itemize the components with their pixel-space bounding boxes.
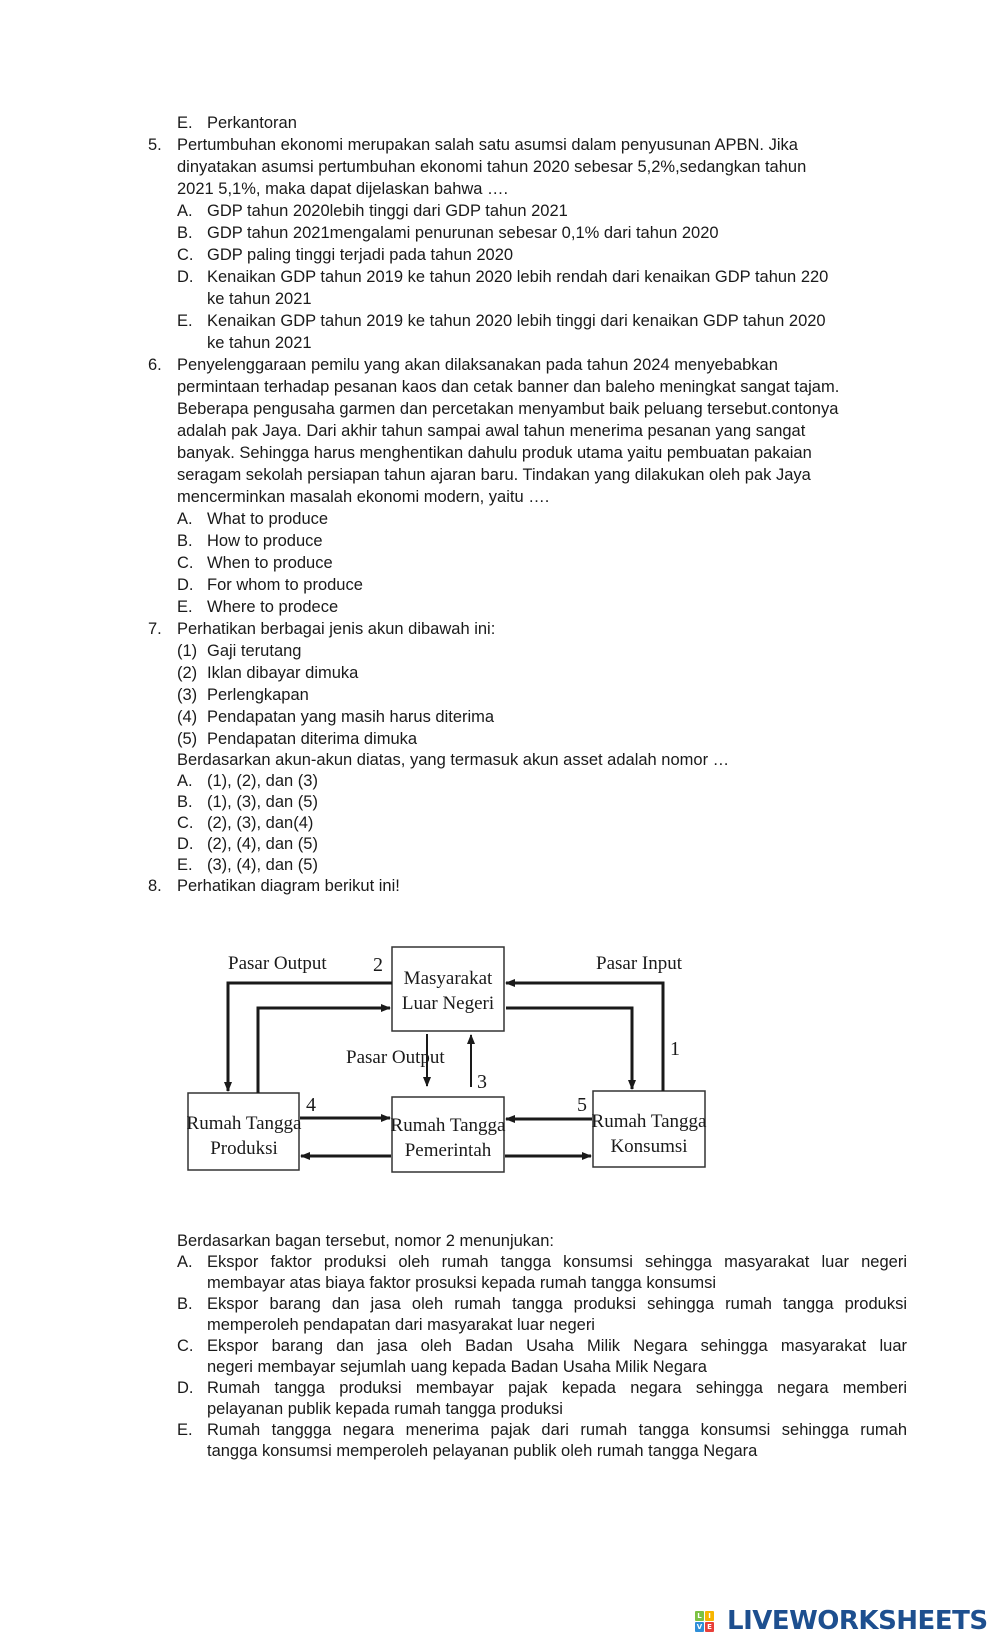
account-label: (4): [177, 708, 198, 726]
box-label: Masyarakat: [403, 968, 493, 989]
question-number: 8.: [148, 877, 162, 895]
option-text: ke tahun 2021: [207, 290, 312, 308]
box-label: Rumah Tangga: [186, 1113, 302, 1134]
option-text: Perkantoran: [207, 114, 297, 132]
logo-tile: E: [705, 1622, 714, 1632]
box-label: Pemerintah: [404, 1140, 492, 1161]
option-text: (2), (3), dan(4): [207, 814, 314, 832]
account-text: Gaji terutang: [207, 642, 302, 660]
option-text: membayar atas biaya faktor prosuksi kepada rumah tangga konsumsi: [207, 1274, 717, 1292]
option-letter: B.: [177, 1295, 193, 1313]
option-text: Where to prodece: [207, 598, 339, 616]
label-number-3: 3: [477, 1071, 487, 1093]
option-letter: E.: [177, 856, 193, 874]
question-stem-line: 2021 5,1%, maka dapat dijelaskan bahwa ….: [177, 180, 509, 198]
option-text: pelayanan publik kepada rumah tangga produksi: [207, 1400, 563, 1418]
option-letter: E.: [177, 1421, 193, 1439]
account-label: (5): [177, 730, 198, 748]
question-stem-line: permintaan terhadap pesanan kaos dan cetak banner dan baleho meningkat sangat tajam.: [177, 378, 840, 396]
label-pasar-input: Pasar Input: [596, 953, 683, 974]
logo-tile: I: [705, 1611, 714, 1621]
question-stem-line: Beberapa pengusaha garmen dan percetakan menyambut baik peluang tersebut.contonya: [177, 400, 839, 418]
option-text: tangga konsumsi memperoleh pelayanan publik oleh rumah tangga Negara: [207, 1442, 758, 1460]
flow-arrow-2: [228, 983, 392, 1091]
box-label: Luar Negeri: [401, 993, 495, 1014]
option-letter: C.: [177, 246, 194, 264]
question-stem-line: banyak. Sehingga harus menghentikan dahulu produk utama yaitu pembuatan pakaian: [177, 444, 812, 462]
option-letter: E.: [177, 114, 193, 132]
liveworksheets-logo: [695, 1607, 988, 1635]
logo-tile: [715, 1611, 724, 1621]
question-stem-line: Perhatikan berbagai jenis akun dibawah ini:: [177, 620, 496, 638]
option-text: When to produce: [207, 554, 333, 572]
option-text: For whom to produce: [207, 576, 363, 594]
logo-text: LIVEWORKSHEETS: [727, 1606, 988, 1636]
account-text: Perlengkapan: [207, 686, 309, 704]
option-text: GDP paling tinggi terjadi pada tahun 2020: [207, 246, 514, 264]
option-text: (1), (2), dan (3): [207, 772, 318, 790]
account-label: (3): [177, 686, 198, 704]
option-letter: B.: [177, 532, 193, 550]
option-text: memperoleh pendapatan dari masyarakat luar negeri: [207, 1316, 595, 1334]
option-letter: D.: [177, 835, 194, 853]
option-letter: A.: [177, 202, 193, 220]
question-number: 6.: [148, 356, 162, 374]
option-letter: A.: [177, 510, 193, 528]
option-letter: C.: [177, 1337, 194, 1355]
option-text: Kenaikan GDP tahun 2019 ke tahun 2020 lebih rendah dari kenaikan GDP tahun 220: [207, 268, 829, 286]
label-number-5: 5: [577, 1094, 587, 1116]
option-text: Rumah tangga produksi membayar pajak kepada negara sehingga negara memberi: [207, 1379, 907, 1397]
option-letter: B.: [177, 793, 193, 811]
option-letter: E.: [177, 598, 193, 616]
question-stem-line: adalah pak Jaya. Dari akhir tahun sampai awal tahun menerima pesanan yang sangat: [177, 422, 806, 440]
option-text: (1), (3), dan (5): [207, 793, 318, 811]
option-letter: A.: [177, 772, 193, 790]
box-masyarakat-luar-negeri: [392, 947, 504, 1031]
logo-tile: [715, 1622, 724, 1632]
question-number: 5.: [148, 136, 162, 154]
question-number: 7.: [148, 620, 162, 638]
logo-tile: L: [695, 1611, 704, 1621]
logo-tile: V: [696, 1622, 703, 1631]
option-letter: B.: [177, 224, 193, 242]
option-letter: D.: [177, 576, 194, 594]
option-text: (3), (4), dan (5): [207, 856, 318, 874]
option-text: ke tahun 2021: [207, 334, 312, 352]
account-label: (1): [177, 642, 198, 660]
logo-tiles-icon: [695, 1611, 724, 1632]
flow-arrow-luar-negeri-to-konsumsi: [506, 1008, 632, 1089]
option-text: Rumah tanggga negara menerima pajak dari rumah tangga konsumsi sehingga rumah: [207, 1421, 907, 1439]
label-pasar-output-left: Pasar Output: [228, 953, 327, 974]
account-text: Iklan dibayar dimuka: [207, 664, 359, 682]
option-text: How to produce: [207, 532, 323, 550]
option-text: (2), (4), dan (5): [207, 835, 318, 853]
label-pasar-output-center: Pasar Output: [346, 1047, 445, 1068]
option-text: Ekspor barang dan jasa oleh Badan Usaha Milik Negara sehingga masyarakat luar: [207, 1337, 907, 1355]
question-stem-line: dinyatakan asumsi pertumbuhan ekonomi tahun 2020 sebesar 5,2%,sedangkan tahun: [177, 158, 807, 176]
option-letter: C.: [177, 554, 194, 572]
question-prompt: Berdasarkan bagan tersebut, nomor 2 menunjukan:: [177, 1232, 554, 1250]
label-number-4: 4: [306, 1094, 316, 1116]
account-text: Pendapatan diterima dimuka: [207, 730, 418, 748]
flow-arrow-1: [506, 983, 663, 1091]
option-letter: A.: [177, 1253, 193, 1271]
option-text: Ekspor barang dan jasa oleh rumah tangga produksi sehingga rumah tangga produksi: [207, 1295, 907, 1313]
question-stem-line: Pertumbuhan ekonomi merupakan salah satu asumsi dalam penyusunan APBN. Jika: [177, 136, 798, 154]
option-text: What to produce: [207, 510, 329, 528]
option-letter: E.: [177, 312, 193, 330]
question-stem-line: seragam sekolah persiapan tahun ajaran baru. Tindakan yang dilakukan oleh pak Jaya: [177, 466, 811, 484]
label-number-2: 2: [373, 954, 383, 976]
option-letter: D.: [177, 268, 194, 286]
question-stem-line: Penyelenggaraan pemilu yang akan dilaksanakan pada tahun 2024 menyebabkan: [177, 356, 778, 374]
box-label: Konsumsi: [610, 1136, 688, 1157]
option-letter: D.: [177, 1379, 194, 1397]
account-text: Pendapatan yang masih harus diterima: [207, 708, 495, 726]
box-label: Produksi: [210, 1138, 278, 1159]
option-text: Ekspor faktor produksi oleh rumah tangga konsumsi sehingga masyarakat luar negeri: [207, 1253, 907, 1271]
label-number-1: 1: [670, 1038, 680, 1060]
option-text: negeri membayar sejumlah uang kepada Badan Usaha Milik Negara: [207, 1358, 707, 1376]
option-text: Kenaikan GDP tahun 2019 ke tahun 2020 lebih tinggi dari kenaikan GDP tahun 2020: [207, 312, 826, 330]
box-label: Rumah Tangga: [390, 1115, 506, 1136]
option-text: GDP tahun 2020lebih tinggi dari GDP tahun 2021: [207, 202, 568, 220]
question-stem-line: Perhatikan diagram berikut ini!: [177, 877, 400, 895]
question-stem-line: mencerminkan masalah ekonomi modern, yaitu ….: [177, 488, 550, 506]
question-prompt: Berdasarkan akun-akun diatas, yang termasuk akun asset adalah nomor …: [177, 751, 730, 769]
box-label: Rumah Tangga: [591, 1111, 707, 1132]
option-text: GDP tahun 2021mengalami penurunan sebesar 0,1% dari tahun 2020: [207, 224, 719, 242]
option-letter: C.: [177, 814, 194, 832]
account-label: (2): [177, 664, 198, 682]
